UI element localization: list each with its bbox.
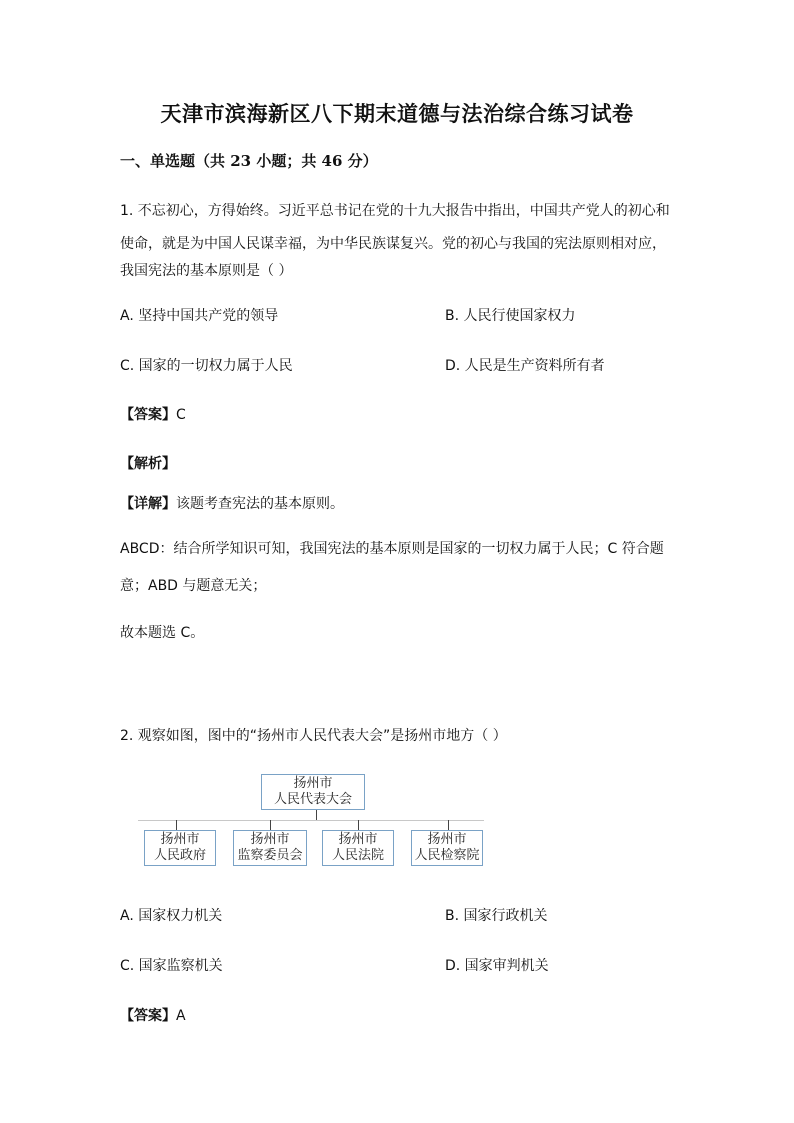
q1-option-b: B. 人民行使国家权力: [445, 308, 576, 324]
q1-conclusion: 故本题选 C。: [120, 625, 205, 641]
q2-answer: [120, 1005, 186, 1025]
q1-stem-line-1: 1. 不忘初心，方得始终。习近平总书记在党的十九大报告中指出，中国共产党人的初心和: [120, 203, 670, 219]
org-diagram: [130, 770, 500, 870]
answer-label: 【答案】: [120, 407, 176, 423]
diagram-box-congress: 扬州市 人民代表大会: [261, 774, 365, 810]
connector-drop-3: [358, 820, 359, 830]
q1-option-a: A. 坚持中国共产党的领导: [120, 308, 279, 324]
diagram-box-court: 扬州市 人民法院: [322, 830, 394, 866]
detail-label: 【详解】: [120, 496, 176, 512]
analysis-label: 【解析】: [120, 456, 176, 472]
detail-text: 该题考查宪法的基本原则。: [176, 496, 344, 512]
q2-option-a: A. 国家权力机关: [120, 908, 223, 924]
connector-bar: [138, 820, 484, 821]
q1-answer: [120, 404, 186, 424]
section-heading: 一、单选题（共 23 小题；共 46 分）: [120, 152, 378, 170]
q1-stem-line-2: 使命，就是为中国人民谋幸福，为中华民族谋复兴。党的初心与我国的宪法原则相对应，: [120, 236, 666, 252]
q1-detail: [120, 493, 344, 513]
connector-drop-1: [176, 820, 177, 830]
diagram-box-supervision: 扬州市 监察委员会: [233, 830, 307, 866]
connector-drop-4: [448, 820, 449, 830]
diagram-box-government: 扬州市 人民政府: [144, 830, 216, 866]
answer-value: A: [176, 1008, 186, 1024]
page-title: 天津市滨海新区八下期末道德与法治综合练习试卷: [160, 101, 634, 126]
q1-option-c: C. 国家的一切权力属于人民: [120, 358, 293, 374]
diagram-box-procuratorate: 扬州市 人民检察院: [411, 830, 483, 866]
connector-trunk: [316, 810, 317, 820]
q2-option-c: C. 国家监察机关: [120, 958, 223, 974]
answer-value: C: [176, 407, 186, 423]
q1-analysis-label: [120, 453, 176, 473]
q1-stem-line-3: 我国宪法的基本原则是（ ）: [120, 263, 293, 279]
connector-drop-2: [270, 820, 271, 830]
answer-label: 【答案】: [120, 1008, 176, 1024]
q1-option-d: D. 人民是生产资料所有者: [445, 358, 605, 374]
q1-explain-line-1: ABCD：结合所学知识可知，我国宪法的基本原则是国家的一切权力属于人民；C 符合题: [120, 541, 664, 557]
q2-stem: 2. 观察如图，图中的“扬州市人民代表大会”是扬州市地方（ ）: [120, 728, 507, 744]
q2-option-b: B. 国家行政机关: [445, 908, 548, 924]
q2-option-d: D. 国家审判机关: [445, 958, 549, 974]
q1-explain-line-2: 意；ABD 与题意无关；: [120, 578, 267, 594]
